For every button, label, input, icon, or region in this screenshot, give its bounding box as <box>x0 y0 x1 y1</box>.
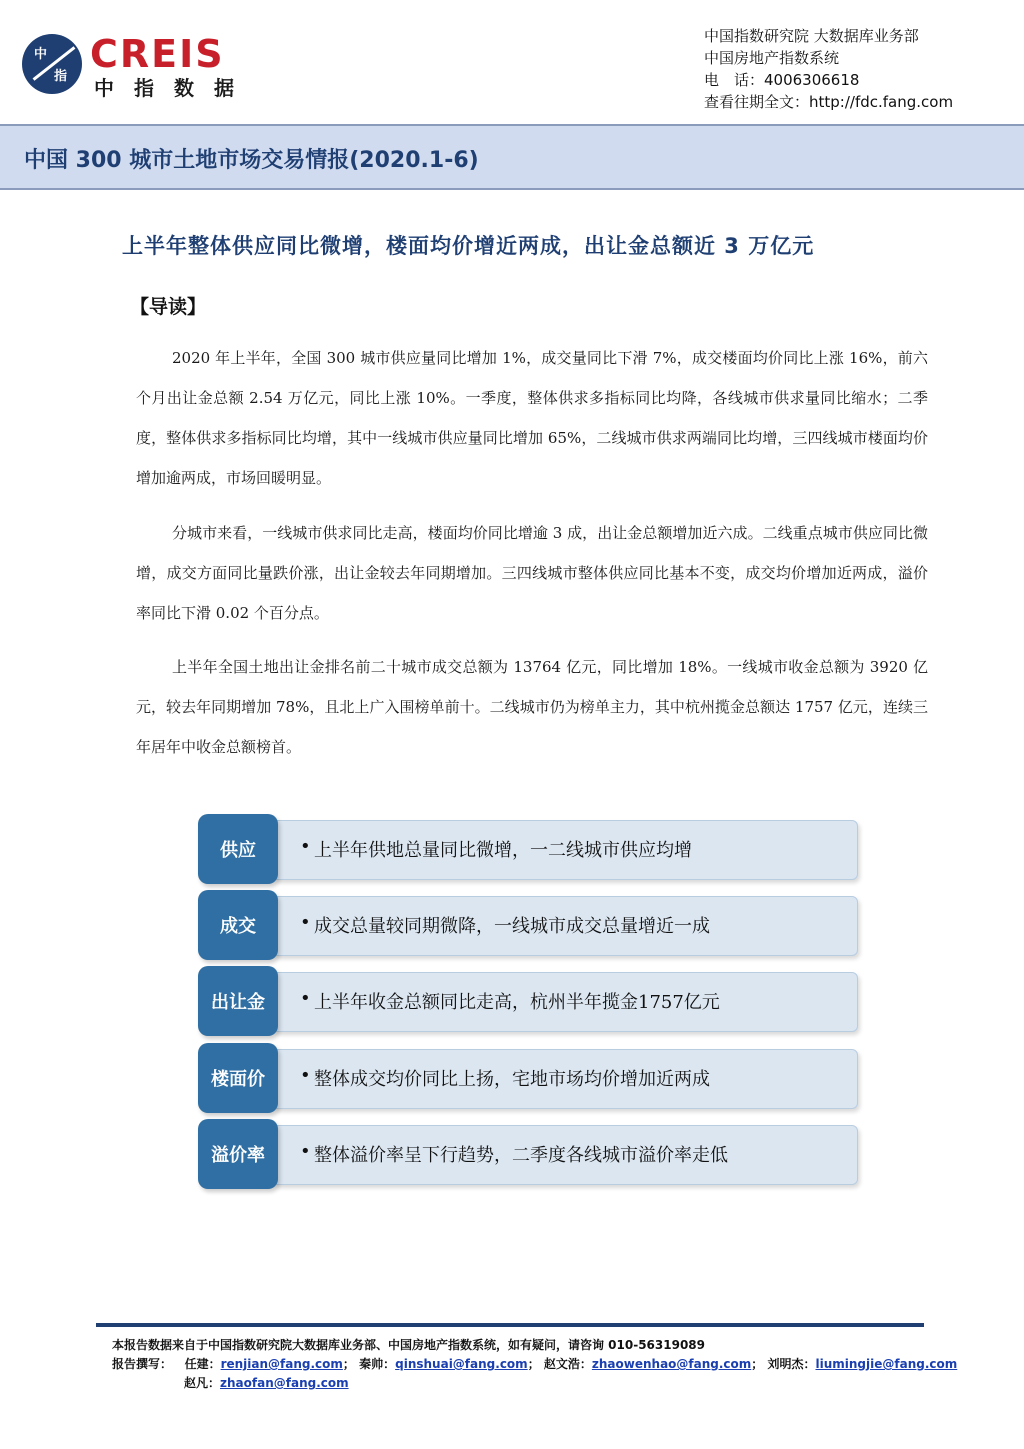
footer-divider <box>96 1323 924 1327</box>
summary-row-supply <box>198 814 860 886</box>
author-name: 赵凡： <box>184 1376 221 1390</box>
summary-text: 整体溢价率呈下行趋势，二季度各线城市溢价率走低 <box>314 1145 728 1166</box>
summary-row-floor-price <box>198 1043 860 1115</box>
summary-text: 上半年收金总额同比走高，杭州半年揽金1757亿元 <box>314 992 720 1013</box>
creis-logo <box>22 34 262 98</box>
logo-emblem-bottom-char: 指 <box>54 69 68 84</box>
contact-website[interactable]: 查看往期全文：http://fdc.fang.com <box>704 93 954 111</box>
summary-row-transaction <box>198 890 860 962</box>
bullet-icon: • <box>300 1065 311 1086</box>
bullet-icon: • <box>300 912 311 933</box>
summary-tag: 溢价率 <box>198 1119 278 1189</box>
summary-text: 成交总量较同期微降，一线城市成交总量增近一成 <box>314 916 710 937</box>
summary-text: 上半年供地总量同比微增，一二线城市供应均增 <box>314 840 692 861</box>
author-email-link[interactable]: zhaowenhao@fang.com <box>591 1357 752 1371</box>
footer-source-note: 本报告数据来自于中国指数研究院大数据库业务部、中国房地产指数系统，如有疑问，请咨询 010-56319089 <box>112 1338 706 1352</box>
author-name: 刘明杰： <box>767 1357 816 1371</box>
author-email-link[interactable]: qinshuai@fang.com <box>395 1357 528 1371</box>
author-email-link[interactable]: zhaofan@fang.com <box>220 1376 349 1390</box>
intro-paragraph-3: 上半年全国土地出让金排名前二十城市成交总额为 13764 亿元，同比增加 18%。一线城市收金总额为 3920 亿元，较去年同期增加 78%，且北上广入围榜单前十。二线城市仍为榜单主力，其中杭州揽金总额达 1757 亿元，连续三年居年中收金总额榜首。 <box>136 658 928 756</box>
bullet-icon: • <box>300 836 311 857</box>
author-email-link[interactable]: renjian@fang.com <box>220 1357 343 1371</box>
guide-label: 【导读】 <box>130 296 207 318</box>
summary-text: 整体成交均价同比上扬，宅地市场均价增加近两成 <box>314 1069 710 1090</box>
summary-row-land-fee <box>198 966 860 1038</box>
bullet-icon: • <box>300 1141 311 1162</box>
logo-emblem <box>22 34 82 94</box>
author-name: 任建： <box>184 1357 221 1371</box>
author-name: 秦帅： <box>359 1357 396 1371</box>
headline: 上半年整体供应同比微增，楼面均价增近两成，出让金总额近 3 万亿元 <box>122 234 815 258</box>
summary-tag: 供应 <box>198 814 278 884</box>
author-email-link[interactable]: liumingjie@fang.com <box>815 1357 958 1371</box>
contact-system: 中国房地产指数系统 <box>704 49 840 67</box>
bullet-icon: • <box>300 988 311 1009</box>
report-title-bar <box>0 124 1024 190</box>
author-name: 赵文浩： <box>543 1357 592 1371</box>
authors-label: 报告撰写： <box>112 1357 173 1371</box>
summary-row-premium-rate <box>198 1119 860 1191</box>
footer-authors-continued <box>112 1374 957 1393</box>
intro-paragraph-2: 分城市来看，一线城市供求同比走高，楼面均价同比增逾 3 成，出让金总额增加近六成。二线重点城市供应同比微增，成交方面同比量跌价涨，出让金较去年同期增加。三四线城市整体供应同比基本不变，成交均价增加近两成，溢价率同比下滑 0.02 个百分点。 <box>136 524 928 622</box>
logo-brand-text: CREIS <box>90 32 225 76</box>
summary-tag: 楼面价 <box>198 1043 278 1113</box>
footer <box>112 1336 957 1393</box>
footer-authors: 报告撰写： 任建：renjian@fang.com； 秦帅：qinshuai@fang.com； 赵文浩：zhaowenhao@fang.com； 刘明杰：liumingjie@fang.com <box>112 1357 958 1371</box>
contact-phone: 电 话：4006306618 <box>704 71 860 89</box>
contact-info <box>704 25 953 113</box>
report-title: 中国 300 城市土地市场交易情报(2020.1-6) <box>24 148 479 173</box>
summary-tag: 出让金 <box>198 966 278 1036</box>
contact-org: 中国指数研究院 大数据库业务部 <box>704 27 919 45</box>
summary-tag: 成交 <box>198 890 278 960</box>
logo-emblem-top-char: 中 <box>34 47 48 62</box>
logo-chinese-text: 中指数据 <box>94 76 254 100</box>
intro-paragraph-1: 2020 年上半年，全国 300 城市供应量同比增加 1%，成交量同比下滑 7%，成交楼面均价同比上涨 16%，前六个月出让金总额 2.54 万亿元，同比上涨 10%。一季度，整体供求多指标同比均降，各线城市供求量同比缩水；二季度，整体供求多指标同比均增，其中一线城市供应量同比增加 65%，二线城市供求两端同比均增，三四线城市楼面均价增加逾两成，市场回暖明显。 <box>136 349 928 487</box>
